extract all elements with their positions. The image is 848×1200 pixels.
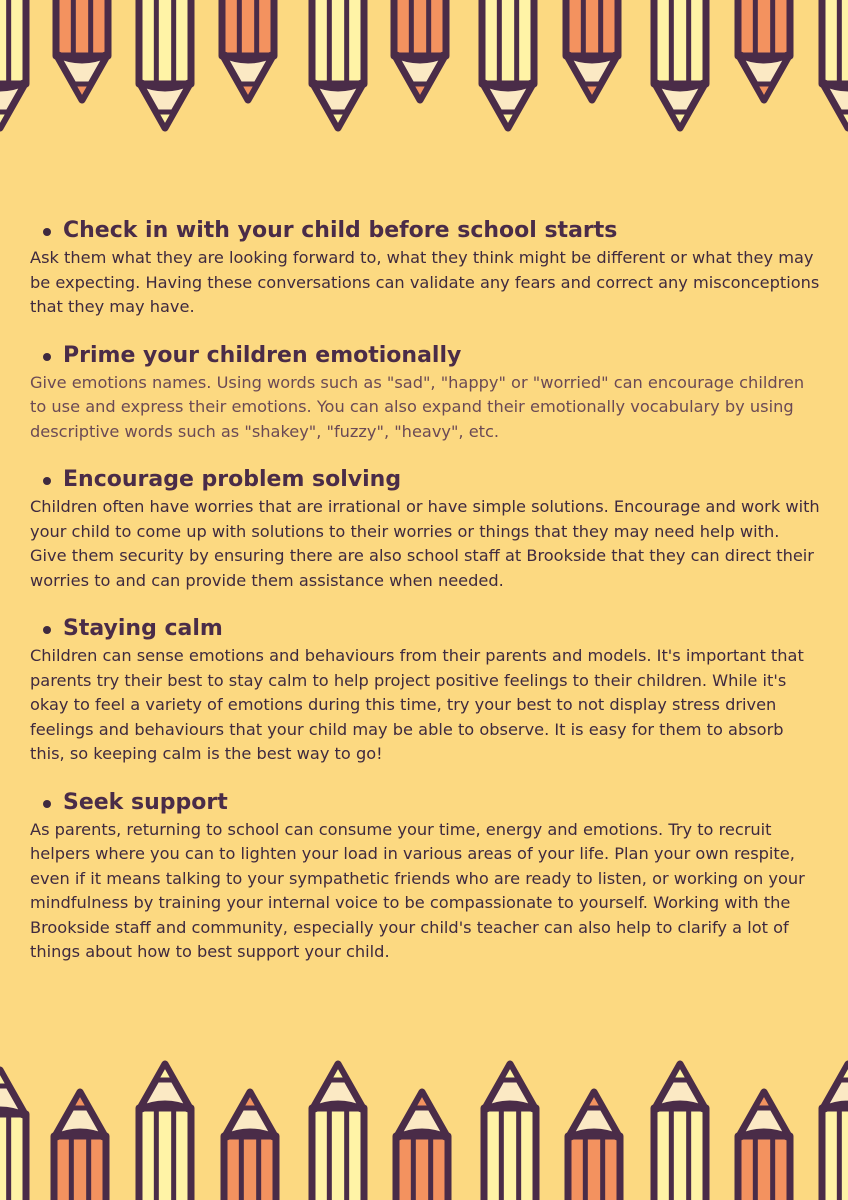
pencil-icon: [0, 1070, 26, 1200]
pencil-icon: [54, 1092, 106, 1200]
tips-list: [30, 216, 820, 986]
tip-heading: Check in with your child before school starts: [30, 216, 820, 246]
pencil-icon: [654, 0, 706, 128]
tip-body: As parents, returning to school can consume your time, energy and emotions. Try to recruit helpers where you can to lighten your load in various areas of your life. Plan your own respite, even if it means talking to your sympathetic friends who are ready to listen, or working on your mindfulness by training your internal voice to be compassionate to yourself. Working with the Brookside staff and community, especially your child's teacher can also help to clarify a lot of things about how to best support your child.: [30, 819, 805, 961]
tip-heading: Prime your children emotionally: [30, 341, 820, 371]
pencil-icon: [0, 0, 26, 128]
tip-body: Children can sense emotions and behaviours from their parents and models. It's important that parents try their best to stay calm to help project positive feelings to their children. While it's okay to feel a variety of emotions during this time, try your best to not display stress driven feelings and behaviours that your child may be able to observe. It is easy for them to absorb this, so keeping calm is the best way to go!: [30, 646, 804, 763]
pencil-icon: [822, 1064, 848, 1200]
tip-staying-calm: [30, 614, 820, 767]
tip-problem-solving: [30, 465, 820, 593]
pencil-icon: [222, 0, 274, 100]
pencil-pattern-bottom: [0, 1050, 848, 1200]
pencil-icon: [139, 0, 191, 128]
tip-heading: Staying calm: [30, 614, 820, 644]
tip-body: Children often have worries that are irrational or have simple solutions. Encourage and work with your child to come up with solutions to their worries or things that they may need help with. Give them security by ensuring there are also school staff at Brookside that they can direct their worries to and can provide them assistance when needed.: [30, 497, 820, 590]
pencil-icon: [654, 1064, 706, 1200]
pencil-icon: [394, 0, 446, 100]
tip-body: Ask them what they are looking forward to, what they think might be different or what they may be expecting. Having these conversations can validate any fears and correct any misconceptions that they may have.: [30, 248, 820, 316]
pencil-icon: [482, 0, 534, 128]
pencil-icon: [139, 1064, 191, 1200]
pencil-icon: [822, 0, 848, 128]
pencil-icon: [224, 1092, 276, 1200]
top-pencil-border: [0, 0, 848, 140]
pencil-icon: [312, 1064, 364, 1200]
tip-check-in: [30, 216, 820, 320]
tip-heading: Encourage problem solving: [30, 465, 820, 495]
pencil-icon: [312, 0, 364, 128]
pencil-icon: [738, 1092, 790, 1200]
pencil-icon: [396, 1092, 448, 1200]
pencil-icon: [568, 1092, 620, 1200]
bottom-pencil-border: [0, 1050, 848, 1200]
tip-heading: Seek support: [30, 788, 820, 818]
pencil-icon: [566, 0, 618, 100]
tip-prime-emotions: [30, 341, 820, 445]
pencil-pattern-top: [0, 0, 848, 140]
tip-body: Give emotions names. Using words such as "sad", "happy" or "worried" can encourage children to use and express their emotions. You can also expand their emotionally vocabulary by using descriptive words such as "shakey", "fuzzy", "heavy", etc.: [30, 372, 805, 441]
pencil-icon: [738, 0, 790, 100]
pencil-icon: [56, 0, 108, 100]
pencil-icon: [484, 1064, 536, 1200]
tip-seek-support: [30, 788, 820, 965]
